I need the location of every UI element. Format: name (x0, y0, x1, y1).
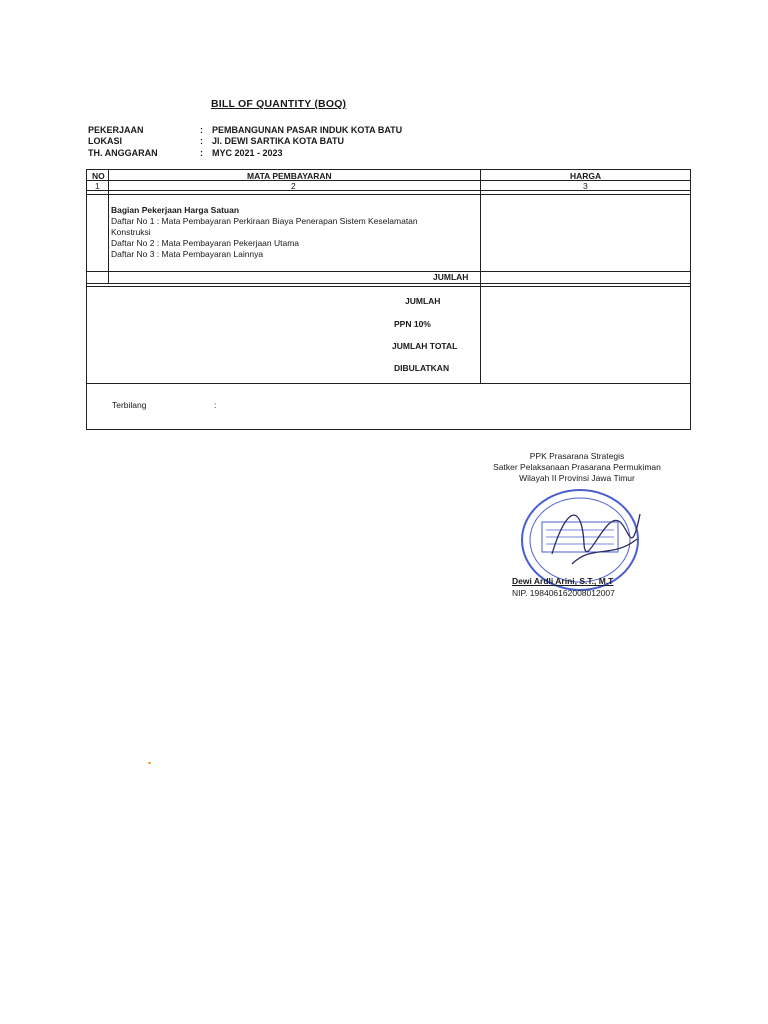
table-divider (87, 271, 690, 272)
list-item: Daftar No 3 : Mata Pembayaran Lainnya (111, 249, 264, 259)
header-no: NO (92, 171, 105, 181)
meta-value: PEMBANGUNAN PASAR INDUK KOTA BATU (212, 124, 403, 135)
list-item: Daftar No 2 : Mata Pembayaran Pekerjaan Utama (111, 238, 300, 248)
summary-jumlah: JUMLAH (405, 296, 441, 306)
column-number-3: 3 (583, 181, 588, 191)
terbilang-colon: : (214, 400, 217, 410)
table-divider (87, 383, 690, 384)
column-number-1: 1 (95, 181, 100, 191)
meta-label: TH. ANGGARAN (88, 147, 158, 158)
table-divider (87, 283, 690, 284)
summary-dibulatkan: DIBULATKAN (394, 363, 450, 373)
meta-value: Jl. DEWI SARTIKA KOTA BATU (212, 136, 344, 147)
signature-line: Satker Pelaksanaan Prasarana Permukiman (493, 462, 661, 472)
signature-line: Wilayah II Provinsi Jawa Timur (519, 473, 635, 483)
meta-value: MYC 2021 - 2023 (212, 147, 283, 158)
document-title: BILL OF QUANTITY (BOQ) (211, 98, 347, 110)
scan-speck (148, 762, 151, 764)
item-list (111, 205, 471, 260)
table-column-divider (480, 170, 481, 383)
meta-colon: : (200, 124, 203, 135)
list-item: Konstruksi (111, 227, 151, 237)
table-column-divider (108, 170, 109, 283)
meta-row-pekerjaan (88, 124, 402, 136)
boq-table (86, 169, 691, 430)
summary-ppn: PPN 10% (394, 319, 431, 329)
list-item: Daftar No 1 : Mata Pembayaran Perkiraan Biaya Penerapan Sistem Keselamatan (111, 216, 418, 226)
column-number-2: 2 (291, 181, 296, 191)
header-mata-pembayaran: MATA PEMBAYARAN (247, 171, 332, 181)
header-harga: HARGA (570, 171, 602, 181)
summary-jumlah-total: JUMLAH TOTAL (392, 341, 458, 351)
meta-label: LOKASI (88, 136, 123, 147)
section-title: Bagian Pekerjaan Harga Satuan (111, 205, 240, 215)
table-divider (87, 190, 690, 191)
table-divider (87, 194, 690, 195)
signature-block (482, 451, 672, 484)
signatory-nip: NIP. 198406162008012007 (512, 588, 615, 598)
meta-row-lokasi (88, 136, 402, 148)
signature-line: PPK Prasarana Strategis (529, 451, 625, 461)
meta-colon: : (200, 147, 203, 158)
signatory-name: Dewi Ardli Arini, S.T., M.T (512, 576, 614, 586)
subtotal-label: JUMLAH (433, 272, 469, 282)
table-divider (87, 286, 690, 287)
terbilang-label: Terbilang (112, 400, 147, 410)
meta-colon: : (200, 136, 203, 147)
meta-row-anggaran (88, 147, 402, 159)
document-meta (88, 124, 402, 159)
meta-label: PEKERJAAN (88, 124, 144, 135)
